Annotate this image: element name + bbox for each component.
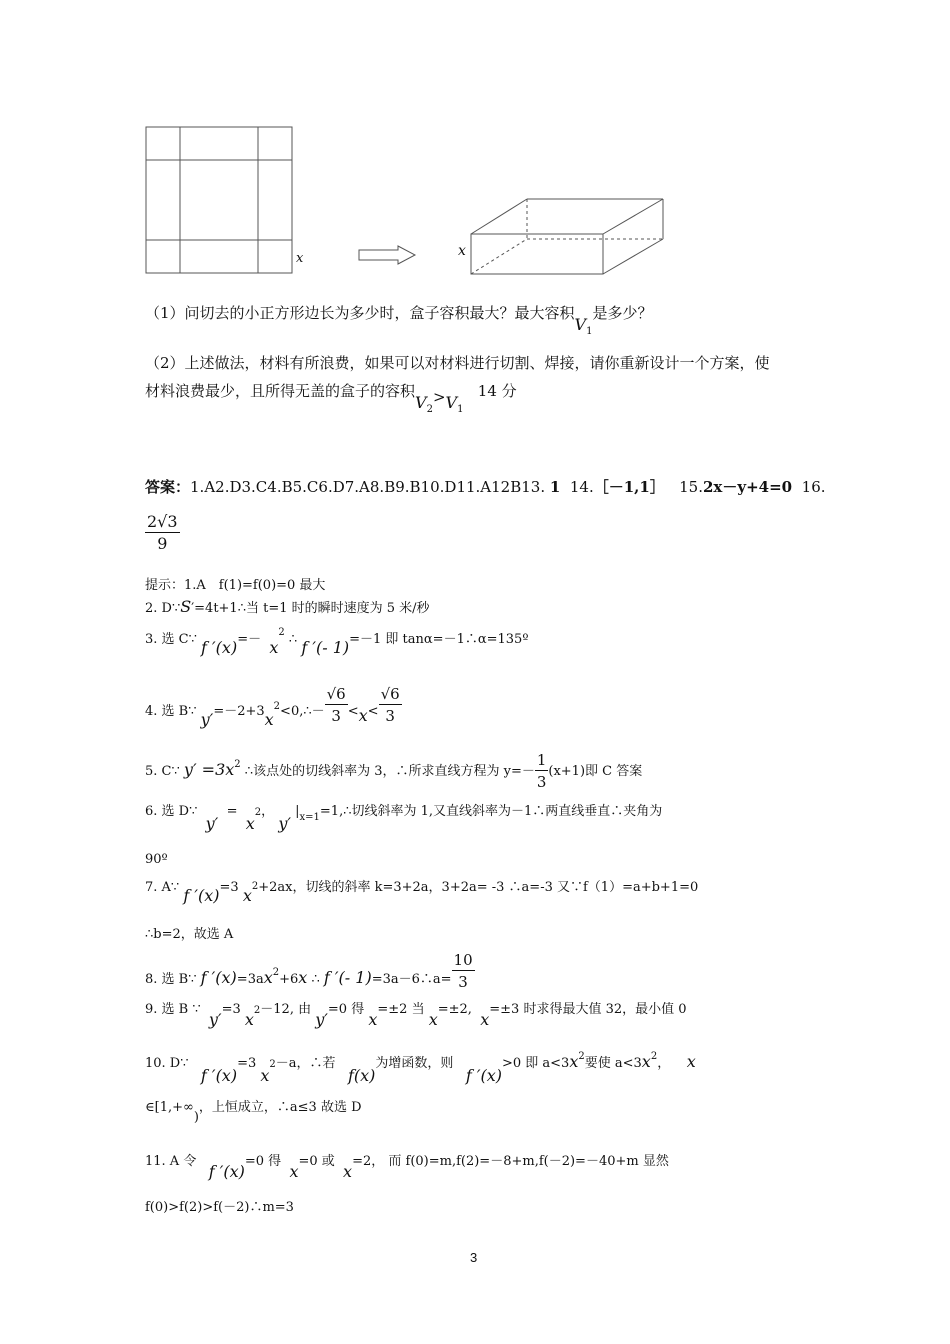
- sheet-outline: [146, 127, 292, 273]
- hint-2: 2. D∵S′=4t+1∴当 t=1 时的瞬时速度为 5 米/秒: [145, 597, 430, 616]
- hint-9: 9. 选 B ∵ y′=3 x2－12, 由 y′=0 得 x=±2 当 x=±2, x=±3 时求得最大值 32，最小值 0: [145, 1002, 687, 1029]
- hint-11: 11. A 令 f ′(x)=0 得 x=0 或 x=2， 而 f(0)=m,f(2)=－8+m,f(－2)=－40+m 显然: [145, 1154, 669, 1181]
- figure-label-x-left: x: [296, 251, 304, 266]
- hint-11-cont: f(0)>f(2)>f(－2)∴m=3: [145, 1200, 294, 1215]
- question-1: （1）问切去的小正方形边长为多少时，盒子容积最大？最大容积$V_1$是多少？: [145, 304, 653, 337]
- hint-7-cont: ∴b=2，故选 A: [145, 927, 234, 942]
- hint-6-cont: 90º: [145, 852, 168, 867]
- hint-8: 8. 选 B∵ f $'(x)=3ax^2+6x$ ∴ f ′(- 1)=3a－6∴a= $\frac{10}{3}$: [145, 951, 473, 991]
- hint-7: 7. A∵ f ′(x)=3 x2+2ax，切线的斜率 k=3+2a，3+2a= -3 ∴a=-3 又∵f（1）=a+b+1=0: [145, 880, 699, 905]
- hint-10-cont: ∈[1,+∞)，上恒成立，∴a≤3 故选 D: [145, 1100, 362, 1125]
- hint-6: 6. 选 D∵ y′ = x2， y′ $|_{x=1}=1,\therefore$切线斜率为 1,又直线斜率为－1∴两直线垂直∴夹角为: [145, 804, 663, 833]
- hint-1: 提示：1.A f(1)=f(0)=0 最大: [145, 578, 326, 593]
- hint-10: 10. D∵ f ′(x)=3 x2－a，∴若 f(x)为增函数，则 f ′(x)>0 即 $a<3x^2$要使 $a<3x^2$， x: [145, 1051, 696, 1085]
- hint-4: 4. 选 B∵ y′=－2+3x2<0,∴－ $\frac{√6}{3}$ <x< $\frac{√6}{3}$: [145, 685, 400, 729]
- question-2-line2: 材料浪费最少，且所得无盖的盒子的容积$V_2>V_1$ 14 分: [145, 382, 517, 415]
- page-number: 3: [470, 1250, 478, 1265]
- hint-3: 3. 选 C∵ f $'(x)=- x^2$ ∴ f ′(- 1)=－1 即 tanα=－1∴α=135º: [145, 627, 529, 657]
- figure-label-x-right: x: [458, 243, 466, 259]
- answer-16-fraction: $\frac{2√3}{9}$: [147, 512, 178, 553]
- box-net-figure: [140, 120, 680, 280]
- answers-line: 答案：1.A2.D3.C4.B5.C6.D7.A8.B9.B10.D11.A12B13. 1 14.［－1,1］ 15.2x－y+4=0 16.: [145, 478, 826, 496]
- arrow-icon: [359, 246, 415, 264]
- hint-5: 5. C∵ $y' =3x^2$ ∴该点处的切线斜率为 3，∴所求直线方程为 y=－ $\frac{1}{3}$ (x+1)即 C 答案: [145, 751, 643, 791]
- question-2-line1: （2）上述做法，材料有所浪费，如果可以对材料进行切割、焊接，请你重新设计一个方案，使: [145, 354, 770, 372]
